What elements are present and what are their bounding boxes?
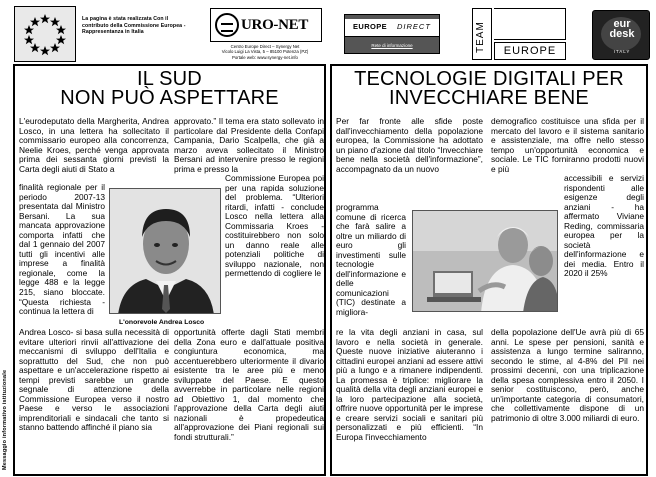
col1-bottom-text: Andrea Losco- si basa sulla necessità di evitare ulteriori rinvii all'attivazione dei meccanismi di sviluppo dell'Italia e soprattutto del Sud, che non può aspettare e un'accelerazione rispetto ai tempi previsti sarebbe un grande segnale di attenzione della Commissione Europea verso il nostro Paese e verso le associazioni imprenditoriali e sindacali che tanto si stanno battendo affinché il piano sia (19, 328, 169, 433)
address-line-3: Portale web: www.synergy-net.info (232, 54, 298, 60)
team-europe-logo (470, 6, 570, 62)
col2-bottom-text: opportunità offerte dagli Stati membri della Zona euro e dall'attuale positiva congiuntura economica, ma accentuerebbero ulteriormente il divario esistente tra le aree più e meno sviluppate del Paese. E questo avverrebbe in particolare nelle regioni ad Obiettivo 1, dal momento che l'approvazione della Carta degli aiuti nazionali è propedeutica all'approvazione dei Piani regionali sui fondi strutturali.” (174, 328, 324, 443)
euronet-logo (200, 6, 330, 62)
euronet-name: URO-NET (241, 17, 309, 33)
address-line-1: Centro Europe Direct – Synergy Net (230, 44, 300, 49)
col1-narrow-text: finalità regionale per il periodo 2007-13 presentata dal Ministro Bersani. La sua mancata approvazione comporta infatti che dal 1 gennaio del 2007 tutti gli incentivi alle imprese a finalità regionale, come la legge 488 e la legge 215, siano bloccate. “Questa richiesta - continua la lettera di (19, 183, 105, 317)
article-il-sud (13, 64, 326, 476)
title2-line-2: INVECCHIARE BENE (389, 87, 589, 109)
photo-andrea-losco (109, 188, 221, 314)
euro-symbol-icon (215, 13, 239, 37)
elderly-couple-icon (413, 211, 558, 312)
photo-elderly-computer (412, 210, 558, 312)
euronet-mark (210, 8, 322, 42)
eu-flag-icon (14, 6, 76, 62)
r-col2-bottom-text: della popolazione dell'Ue avrà più di 65 anni. Le spese per pensioni, sanità e assistenza a lungo termine saliranno, secondo le stime, al 4-8% del Pil nei prossimi decenni, con una triplicazione della spesa complessiva entro il 2050. I senior costituiscono, però, anche un'importante categoria di consumatori, che collettivamente dispone di un patrimonio di oltre 3.000 miliardi di euro. (491, 328, 644, 423)
article-title-2 (332, 70, 646, 108)
funding-note: La pagina è stata realizzata Con il contributo della Commissione Europea - Rappresentanza in Italia (82, 16, 186, 36)
eurodesk-country: ITALY (613, 49, 631, 54)
eurodesk-line-1: eur (613, 18, 631, 30)
team-europe-blank (494, 8, 566, 40)
direct-word: DIRECT (397, 22, 431, 31)
title2-line-1: TECNOLOGIE DIGITALI PER (354, 68, 624, 90)
r-col1-top-text: Per far fronte alle sfide poste dall'invecchiamento della popolazione europea, la Commissione ha adottato un piano d'azione dal titolo “Invecchiare bene nella società dell'informazione”, accompagnato da un nuovo (336, 117, 483, 174)
europe-word: EUROPE (353, 22, 388, 31)
eurodesk-wordmark (599, 19, 645, 39)
title-line-1: IL SUD (137, 68, 202, 90)
eurodesk-logo (592, 10, 650, 60)
r-col2-top-text: demografico costituisce una sfida per il mercato del lavoro e il sistema sanitario e assistenziale, ma offre nello stesso tempo un'opportunità economica e sociale. Le TIC forniranno prodotti nuovi e più (491, 117, 644, 174)
photo-caption: L'onorevole Andrea Losco (119, 319, 205, 326)
team-word: TEAM (475, 21, 486, 53)
col2-narrow-text: Commissione Europea poi per una rapida soluzione del problema. “Ulteriori ritardi, infatti - conclude Losco nella lettera alla Commissaria Kroes - costituirebbero non solo un danno reale alle potenziali politiche di sviluppo nazionale, non permettendo di cogliere le (225, 174, 324, 279)
europe-direct-subtitle: Rete di informazione (371, 43, 413, 48)
eurodesk-line-2: desk (609, 28, 635, 40)
team-box (472, 8, 492, 60)
europe-direct-logo (344, 14, 440, 54)
col1-top-text: L'eurodeputato della Margherita, Andrea Losco, in una lettera ha sollecitato il commissario europeo alla concorrenza, Neelie Kroes, perché venga approvata prima dei sessanta giorni previsti la Carta degli aiuti di Stato a (19, 117, 169, 174)
address-line-2: Vicolo Luigi La Vista, 5 – 85100 Potenza (PZ) (221, 49, 309, 55)
portrait-icon (110, 189, 221, 314)
europe-word-box: EUROPE (494, 42, 566, 60)
euronet-address (200, 44, 330, 60)
title-line-2: NON PUÒ ASPETTARE (60, 87, 279, 109)
header-logos (14, 6, 650, 64)
europe-direct-wordmark (345, 19, 439, 37)
sidebar-caption: Messaggio informativo istituzionale (2, 369, 8, 470)
r-col1-narrow-text: programma comune di ricerca che farà salire a oltre un miliardo di euro gli investimenti sulle tecnologie dell'informazione e delle comunicazioni (TIC) destinate a migliora- (336, 203, 406, 318)
r-col1-bottom-text: re la vita degli anziani in casa, sul lavoro e nella società in generale. Queste nuove iniziative aiuteranno i cittadini europei anziani ad essere attivi più a lungo e a rimanere indipendenti. La promessa è triplice: migliorare la qualità della vita degli anziani europei e la loro partecipazione alla società, offrire nuove opportunità per le imprese e creare servizi sociali e sanitari più personalizzati e più efficienti. “In Europa l'invecchiamento (336, 328, 483, 443)
article-title (15, 70, 324, 108)
article-tecnologie-digitali (330, 64, 648, 476)
col2-top-text: approvato.” Il tema era stato sollevato in particolare dal Presidente della Confapi Campania, Dario Scalpella, che già a marzo aveva sollecitato il Ministro Bersani ad intervenire presso le regioni prima e presso la (174, 117, 324, 174)
r-col2-narrow-text: accessibili e servizi rispondenti alle esigenze degli anziani - ha affermato Viviane Reding, commissaria europea per la società dell'informazione e dei media. Entro il 2020 il 25% (564, 174, 644, 279)
